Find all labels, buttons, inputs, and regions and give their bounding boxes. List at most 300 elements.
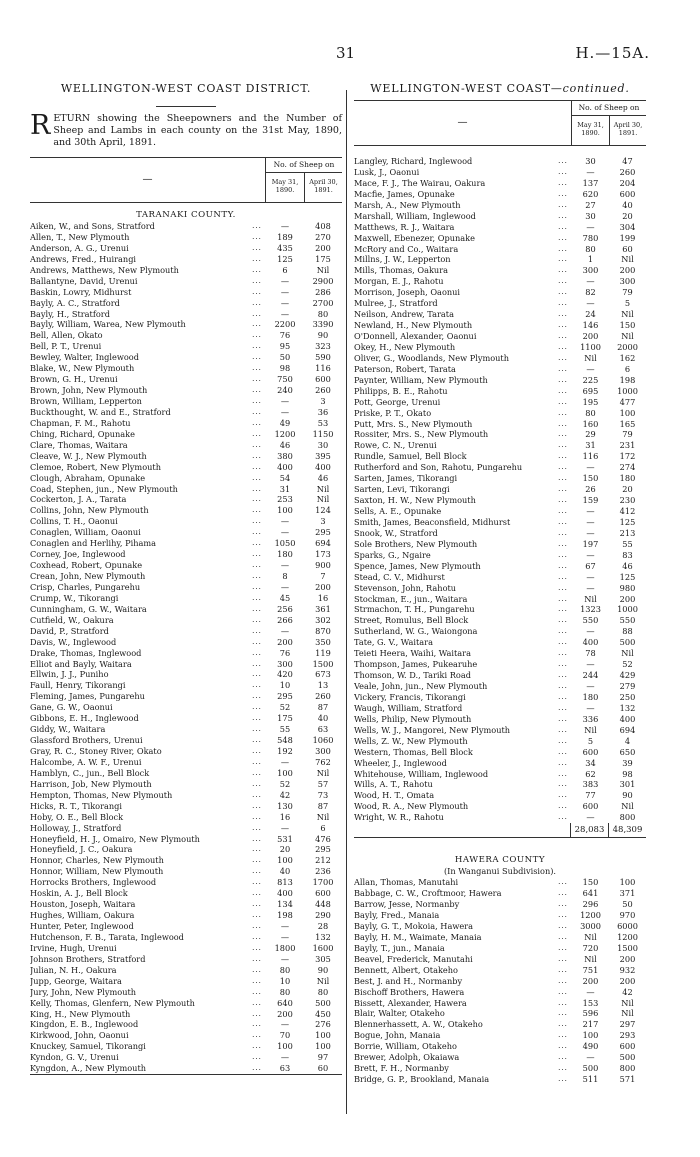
sheep-1890: — bbox=[586, 506, 595, 516]
table-row bbox=[30, 779, 342, 790]
sheep-1890: 641 bbox=[582, 888, 599, 899]
leader-dots: ... bbox=[558, 682, 568, 690]
sheep-1890: 34 bbox=[585, 757, 596, 768]
table-row bbox=[354, 342, 646, 353]
table-row bbox=[354, 877, 646, 888]
right-title-continued: —continued. bbox=[550, 82, 630, 95]
table-row bbox=[354, 200, 646, 211]
table-row bbox=[30, 812, 342, 823]
owner-name: Bayly, Fred., Manaia bbox=[354, 910, 440, 920]
leader-dots: ... bbox=[252, 386, 262, 395]
table-row bbox=[354, 408, 646, 419]
table-row bbox=[30, 823, 342, 834]
owner-name: Sole Brothers, New Plymouth bbox=[354, 538, 478, 549]
sheep-1891: 270 bbox=[315, 231, 331, 242]
table-row bbox=[354, 921, 646, 932]
sheep-1891: Nil bbox=[316, 483, 330, 494]
sheep-1891: 199 bbox=[619, 232, 636, 243]
leader-dots: ... bbox=[252, 1009, 262, 1018]
sheep-1890: Nil bbox=[584, 931, 597, 942]
sheep-1890: 24 bbox=[585, 309, 596, 320]
table-row bbox=[354, 528, 646, 539]
sheep-1890: 100 bbox=[277, 1041, 293, 1052]
owner-name: Mace, F. J., The Wairau, Oakura bbox=[354, 177, 486, 188]
leader-dots: ... bbox=[558, 507, 568, 515]
leader-dots: ... bbox=[252, 287, 262, 296]
sheep-1890: Nil bbox=[584, 593, 597, 604]
leader-dots: ... bbox=[558, 725, 568, 734]
owner-name: Millns, J. W., Lepperton bbox=[354, 254, 451, 265]
sheep-1891: Nil bbox=[316, 264, 330, 275]
leader-dots: ... bbox=[252, 692, 262, 701]
sheep-1890: — bbox=[586, 702, 595, 713]
leader-dots: ... bbox=[252, 375, 262, 384]
sheep-1890: 45 bbox=[279, 592, 291, 603]
owner-name: Fleming, James, Pungarehu bbox=[30, 691, 145, 702]
table-row bbox=[354, 736, 646, 747]
sheep-1890: — bbox=[280, 527, 290, 538]
owner-name: Bell, P. T., Urenui bbox=[30, 341, 102, 352]
leader-dots: ... bbox=[252, 517, 262, 526]
drop-cap: R bbox=[30, 110, 51, 141]
sheep-1891: 1600 bbox=[312, 942, 334, 953]
owner-name: Hutchenson, F. B., Tarata, Inglewood bbox=[30, 931, 184, 942]
owner-name: Saxton, H. W., New Plymouth bbox=[354, 495, 476, 506]
sheep-1890: — bbox=[586, 1052, 595, 1063]
sheep-1891: 6 bbox=[320, 822, 326, 833]
sheep-1891: 212 bbox=[315, 855, 331, 866]
sheep-1890: 76 bbox=[279, 330, 291, 341]
sheep-1890: 80 bbox=[279, 964, 291, 975]
leader-dots: ... bbox=[558, 342, 568, 351]
table-row bbox=[30, 680, 342, 691]
sheep-1891: 198 bbox=[619, 374, 636, 385]
sheep-1891: 2700 bbox=[312, 297, 334, 308]
right-table-body bbox=[354, 146, 646, 823]
table-row bbox=[30, 866, 342, 877]
sheep-1891: 400 bbox=[619, 713, 636, 724]
leader-dots: ... bbox=[558, 594, 568, 603]
table-row bbox=[30, 987, 342, 998]
sheep-1891: 600 bbox=[315, 888, 331, 899]
owner-name: Veale, John, jun., New Plymouth bbox=[354, 681, 488, 691]
table-row bbox=[30, 363, 342, 374]
sheep-1891: 100 bbox=[315, 1041, 331, 1052]
table-row bbox=[354, 1041, 646, 1052]
leader-dots: ... bbox=[252, 1064, 262, 1073]
leader-dots: ... bbox=[558, 583, 568, 592]
right-table-header bbox=[354, 100, 646, 146]
leader-dots: ... bbox=[252, 867, 262, 876]
sheep-1890: 750 bbox=[277, 374, 293, 385]
sheep-1891: 172 bbox=[619, 451, 636, 462]
total-1891: 48,309 bbox=[608, 823, 646, 837]
leader-dots: ... bbox=[252, 878, 262, 887]
leader-dots: ... bbox=[252, 637, 262, 646]
sheep-1891: 30 bbox=[317, 439, 329, 450]
leader-dots: ... bbox=[252, 943, 262, 952]
sheep-1890: 548 bbox=[277, 735, 293, 746]
table-row bbox=[30, 396, 342, 407]
owner-name: Oliver, G., Woodlands, New Plymouth bbox=[354, 352, 509, 363]
owner-name: Bogue, John, Manaia bbox=[354, 1030, 441, 1041]
owner-name: King, H., New Plymouth bbox=[30, 1008, 131, 1019]
sheep-1891: 162 bbox=[619, 352, 636, 363]
total-1890: 28,083 bbox=[570, 823, 608, 837]
sheep-1890: 40 bbox=[279, 866, 291, 877]
table-row bbox=[354, 397, 646, 408]
owner-name: Bissett, Alexander, Hawera bbox=[354, 997, 467, 1008]
table-row bbox=[354, 419, 646, 430]
leader-dots: ... bbox=[252, 364, 262, 373]
owner-name: Hoby, O. E., Bell Block bbox=[30, 811, 124, 822]
leader-dots: ... bbox=[558, 747, 568, 756]
owner-name: Johnson Brothers, Stratford bbox=[30, 953, 146, 964]
hawera-table-body bbox=[354, 877, 646, 1085]
table-row bbox=[30, 374, 342, 385]
table-row bbox=[30, 341, 342, 352]
sheep-1891: Nil bbox=[621, 254, 634, 265]
leader-dots: ... bbox=[252, 397, 262, 405]
leader-dots: ... bbox=[252, 276, 262, 285]
table-row bbox=[354, 758, 646, 769]
sheep-1891: 100 bbox=[619, 877, 636, 888]
table-row bbox=[30, 834, 342, 845]
leader-dots: ... bbox=[558, 364, 568, 373]
sheep-1890: 82 bbox=[585, 287, 596, 298]
sheep-1891: 673 bbox=[315, 669, 331, 680]
leader-dots: ... bbox=[252, 736, 262, 745]
sheep-1890: 295 bbox=[277, 691, 293, 702]
leader-dots: ... bbox=[252, 418, 262, 427]
table-row bbox=[354, 626, 646, 637]
sheep-1890: 130 bbox=[277, 800, 293, 811]
owner-name: Hamblyn, C., jun., Bell Block bbox=[30, 767, 150, 778]
col-1891-header: April 30, 1891. bbox=[609, 116, 646, 145]
sheep-1890: — bbox=[280, 822, 290, 833]
sheep-1890: 175 bbox=[277, 713, 293, 724]
table-row bbox=[30, 943, 342, 954]
sheep-1890: 31 bbox=[279, 483, 291, 494]
sheep-1890: 125 bbox=[277, 253, 293, 264]
leader-dots: ... bbox=[558, 550, 568, 559]
sheep-1891: 412 bbox=[619, 506, 636, 516]
table-row bbox=[30, 407, 342, 418]
table-row bbox=[354, 1052, 646, 1063]
col-1890-header: May 31, 1890. bbox=[271, 178, 299, 194]
totals-row bbox=[354, 823, 646, 838]
table-row bbox=[354, 747, 646, 758]
table-row bbox=[30, 516, 342, 527]
sheep-1890: — bbox=[586, 812, 595, 823]
sheep-1890: 813 bbox=[277, 877, 293, 888]
sheep-1890: — bbox=[280, 581, 290, 592]
sheep-1890: 46 bbox=[279, 439, 291, 450]
table-row bbox=[354, 594, 646, 605]
leader-dots: ... bbox=[252, 725, 262, 734]
leader-dots: ... bbox=[558, 638, 568, 647]
owner-name: Hicks, R. T., Tikorangi bbox=[30, 800, 123, 811]
sheep-1891: 300 bbox=[315, 746, 331, 756]
table-row bbox=[354, 462, 646, 473]
table-row bbox=[354, 440, 646, 451]
table-row bbox=[30, 254, 342, 265]
sheep-1890: — bbox=[586, 166, 595, 177]
owner-name: O'Donnell, Alexander, Oaonui bbox=[354, 331, 477, 341]
document-code: H.—15A. bbox=[575, 44, 650, 62]
table-row bbox=[30, 757, 342, 768]
leader-dots: ... bbox=[252, 922, 262, 930]
owner-name: Gray, R. C., Stoney River, Okato bbox=[30, 746, 162, 756]
sheep-1891: 53 bbox=[317, 417, 329, 428]
sheep-1890: 3000 bbox=[580, 920, 601, 931]
table-row bbox=[354, 910, 646, 921]
sheep-1890: 180 bbox=[582, 691, 599, 702]
owner-name: Bayly, William, Warea, New Plymouth bbox=[30, 319, 186, 330]
sheep-1890: 100 bbox=[277, 505, 293, 516]
table-row bbox=[354, 1019, 646, 1030]
table-row bbox=[30, 877, 342, 888]
owner-name: Julian, N. H., Oakura bbox=[30, 964, 117, 975]
sheep-1890: 20 bbox=[279, 844, 291, 855]
sheep-1891: 297 bbox=[619, 1019, 636, 1030]
table-row bbox=[354, 320, 646, 331]
table-row bbox=[354, 703, 646, 714]
owner-name: Sarten, James, Tikorangi bbox=[354, 473, 458, 484]
leader-dots: ... bbox=[252, 856, 262, 865]
sheep-1890: 62 bbox=[585, 768, 596, 779]
sheep-1891: 323 bbox=[315, 341, 331, 352]
sheep-1891: 90 bbox=[317, 964, 329, 975]
owner-name: Philipps, B. E., Rahotu bbox=[354, 385, 448, 396]
sheep-1891: 2900 bbox=[312, 275, 334, 286]
return-intro bbox=[30, 110, 342, 149]
leader-dots: ... bbox=[252, 648, 262, 657]
leader-dots: ... bbox=[252, 254, 262, 263]
sheep-1891: 408 bbox=[315, 221, 331, 231]
leader-dots: ... bbox=[558, 485, 568, 494]
owner-name: Stockman, E., jun., Waitara bbox=[354, 593, 468, 604]
sheep-1891: 571 bbox=[619, 1074, 636, 1085]
sheep-1891: 98 bbox=[622, 768, 633, 779]
table-row bbox=[30, 626, 342, 637]
leader-dots: ... bbox=[252, 506, 262, 515]
owner-name: Sells, A. E., Opunake bbox=[354, 506, 442, 516]
owner-name: Andrews, Matthews, New Plymouth bbox=[30, 264, 179, 275]
leader-dots: ... bbox=[252, 309, 262, 318]
sheep-1890: 400 bbox=[582, 637, 599, 648]
owner-name: Thomson, W. D., Tariki Road bbox=[354, 670, 471, 681]
table-row bbox=[30, 604, 342, 615]
owner-name: Brett, F. H., Normanby bbox=[354, 1063, 449, 1074]
owner-name: Chapman, F. M., Rahotu bbox=[30, 417, 131, 428]
owner-name: Drake, Thomas, Inglewood bbox=[30, 647, 142, 658]
owner-name: Jury, John, New Plymouth bbox=[30, 986, 137, 997]
leader-dots: ... bbox=[558, 561, 568, 570]
sheep-1891: 39 bbox=[622, 757, 633, 768]
sheep-1891: 980 bbox=[619, 582, 636, 593]
sheep-1890: 78 bbox=[585, 648, 596, 659]
sheep-1890: 31 bbox=[585, 440, 596, 451]
leader-dots: ... bbox=[252, 889, 262, 898]
leader-dots: ... bbox=[252, 747, 262, 755]
sheep-1890: 383 bbox=[582, 779, 599, 790]
sheep-1891: Nil bbox=[621, 801, 634, 812]
sheep-1890: 200 bbox=[582, 975, 599, 986]
table-row bbox=[30, 287, 342, 298]
table-row bbox=[354, 583, 646, 594]
leader-dots: ... bbox=[252, 615, 262, 624]
sheep-1891: 1700 bbox=[312, 877, 334, 888]
leader-dots: ... bbox=[558, 386, 568, 395]
table-row bbox=[30, 910, 342, 921]
owner-name: Honnor, William, New Plymouth bbox=[30, 866, 164, 877]
sheep-1890: Nil bbox=[584, 724, 597, 735]
table-row bbox=[354, 233, 646, 244]
sheep-1891: 60 bbox=[317, 1063, 329, 1074]
sheep-1891: Nil bbox=[621, 331, 634, 341]
sheep-1891: 302 bbox=[315, 614, 331, 625]
table-row bbox=[30, 571, 342, 582]
owner-name: Newland, H., New Plymouth bbox=[354, 320, 473, 331]
sheep-1891: 79 bbox=[622, 287, 633, 298]
leader-dots: ... bbox=[558, 987, 568, 996]
sheep-1891: 63 bbox=[317, 724, 329, 735]
sheep-1891: 500 bbox=[315, 997, 331, 1008]
leader-dots: ... bbox=[252, 1053, 262, 1062]
owner-name: Borrie, William, Otakeho bbox=[354, 1041, 457, 1052]
sheep-1890: 26 bbox=[585, 484, 596, 495]
owner-name: Allan, Thomas, Manutahi bbox=[354, 877, 459, 888]
sheep-1890: 380 bbox=[277, 450, 293, 461]
table-row bbox=[354, 888, 646, 899]
sheep-1890: 189 bbox=[277, 231, 293, 242]
sheep-1890: 720 bbox=[582, 942, 599, 953]
sheep-1890: 16 bbox=[279, 811, 291, 822]
sheep-1891: 3 bbox=[320, 396, 326, 406]
leader-dots: ... bbox=[558, 660, 568, 669]
leader-dots: ... bbox=[558, 222, 568, 231]
owner-name: Strmachon, T. H., Pungarehu bbox=[354, 604, 475, 615]
sheep-1891: 230 bbox=[619, 495, 636, 506]
owner-name: Bennett, Albert, Otakeho bbox=[354, 964, 458, 975]
table-row bbox=[30, 844, 342, 855]
table-row bbox=[30, 659, 342, 670]
sheep-1890: — bbox=[586, 681, 595, 691]
table-row bbox=[354, 725, 646, 736]
leader-dots: ... bbox=[252, 440, 262, 449]
leader-dots: ... bbox=[252, 681, 262, 690]
owner-name: Smith, James, Beaconsfield, Midhurst bbox=[354, 516, 511, 527]
owner-name: Matthews, R. J., Waitara bbox=[354, 221, 455, 232]
owner-name: Crean, John, New Plymouth bbox=[30, 571, 146, 581]
table-row bbox=[354, 375, 646, 386]
sheep-1891: 286 bbox=[315, 286, 331, 297]
sheep-1890: — bbox=[586, 626, 595, 637]
owner-name: Bayly, T., jun., Manaia bbox=[354, 942, 445, 953]
leader-dots: ... bbox=[558, 878, 568, 887]
table-row bbox=[30, 265, 342, 276]
sheep-1891: 165 bbox=[619, 418, 636, 429]
owner-name: Hoskin, A. J., Bell Block bbox=[30, 888, 128, 899]
sheep-1891: 116 bbox=[315, 363, 331, 374]
owner-name: Clough, Abraham, Opunake bbox=[30, 472, 146, 483]
leader-dots: ... bbox=[558, 463, 568, 472]
sheep-1891: 125 bbox=[619, 571, 636, 582]
table-row bbox=[30, 735, 342, 746]
owner-name: McRory and Co., Waitara bbox=[354, 243, 459, 254]
owner-name: Marshall, William, Inglewood bbox=[354, 210, 476, 221]
sheep-1890: 50 bbox=[279, 352, 291, 363]
name-column-header: — bbox=[142, 174, 153, 185]
table-row bbox=[30, 418, 342, 429]
table-row bbox=[30, 352, 342, 363]
sheep-1890: 600 bbox=[582, 746, 599, 757]
sheep-1891: 1500 bbox=[312, 658, 334, 669]
sheep-1891: 276 bbox=[315, 1019, 331, 1030]
owner-name: Halcombe, A. W. F., Urenui bbox=[30, 756, 142, 767]
table-row bbox=[354, 561, 646, 572]
leader-dots: ... bbox=[252, 670, 262, 679]
sheep-1890: 153 bbox=[582, 997, 599, 1008]
sheep-1891: 295 bbox=[315, 527, 331, 538]
owner-name: Sarten, Levi, Tikorangi bbox=[354, 484, 450, 495]
leader-dots: ... bbox=[558, 649, 568, 658]
table-row bbox=[354, 954, 646, 965]
sheep-1891: 279 bbox=[619, 681, 636, 691]
sheep-1891: 20 bbox=[622, 484, 633, 495]
leader-dots: ... bbox=[252, 407, 262, 416]
sheep-1890: 640 bbox=[277, 997, 293, 1008]
sheep-1890: 1200 bbox=[580, 910, 601, 920]
leader-dots: ... bbox=[252, 954, 262, 963]
leader-dots: ... bbox=[558, 528, 568, 537]
sheep-1890: 8 bbox=[282, 571, 288, 581]
owner-name: Neilson, Andrew, Tarata bbox=[354, 309, 454, 320]
sheep-1891: 900 bbox=[315, 560, 331, 571]
owner-name: Thompson, James, Pukearuhe bbox=[354, 659, 478, 670]
sheep-1891: 395 bbox=[315, 450, 331, 461]
leader-dots: ... bbox=[252, 582, 262, 591]
sheep-1891: 476 bbox=[315, 833, 331, 844]
sheep-1891: 260 bbox=[619, 166, 636, 177]
table-row bbox=[354, 484, 646, 495]
owner-name: Corney, Joe, Inglewood bbox=[30, 549, 126, 560]
table-row bbox=[354, 331, 646, 342]
owner-name: Beavel, Frederick, Manutahi bbox=[354, 953, 473, 964]
owner-name: Cockerton, J. A., Tarata bbox=[30, 494, 127, 505]
owner-name: Hunter, Peter, Inglewood bbox=[30, 921, 134, 931]
owner-name: Clare, Thomas, Waitara bbox=[30, 439, 128, 450]
sheep-1890: — bbox=[280, 1052, 290, 1063]
leader-dots: ... bbox=[558, 998, 568, 1007]
owner-name: Bayly, G. T., Mokoia, Hawera bbox=[354, 920, 473, 931]
table-row bbox=[354, 965, 646, 976]
sheep-1890: — bbox=[280, 560, 290, 571]
sheep-1890: — bbox=[280, 406, 290, 417]
leader-dots: ... bbox=[558, 200, 568, 209]
sheep-1890: 336 bbox=[582, 713, 599, 724]
owner-name: Faull, Henry, Tikorangi bbox=[30, 680, 126, 691]
owner-name: Putt, Mrs. S., New Plymouth bbox=[354, 418, 473, 429]
owner-name: Irvine, Hugh, Urenui bbox=[30, 942, 117, 953]
sheep-1891: 200 bbox=[315, 581, 331, 592]
sheep-1890: — bbox=[280, 221, 290, 231]
table-row bbox=[354, 572, 646, 583]
leader-dots: ... bbox=[558, 769, 568, 778]
table-row bbox=[30, 538, 342, 549]
sheep-1891: 87 bbox=[317, 702, 329, 713]
